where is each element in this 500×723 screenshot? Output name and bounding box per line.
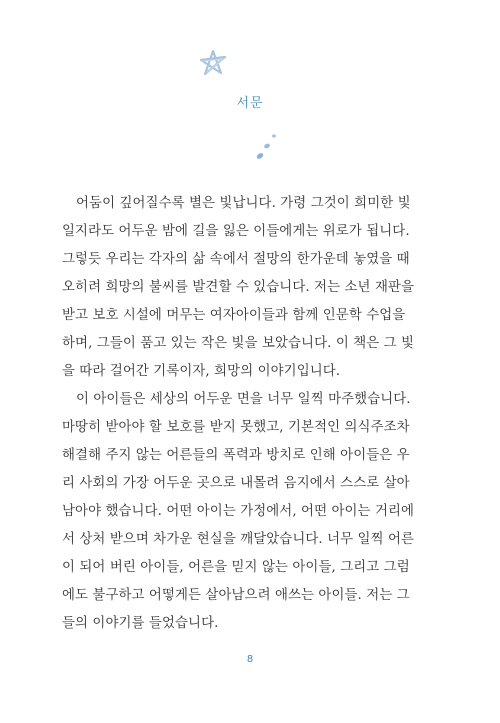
text-line: 일지라도 어두운 밤에 길을 잃은 이들에게는 위로가 됩니다. [62, 224, 410, 239]
preface-body [62, 190, 440, 638]
text-line: 에도 불구하고 어떻게든 살아남으려 애쓰는 아이들. 저는 그 [62, 588, 410, 603]
drops-icon [252, 128, 282, 168]
text-line: 들의 이야기를 들었습니다. [62, 616, 219, 631]
text-line: 리 사회의 가장 어두운 곳으로 내몰려 음지에서 스스로 살아 [62, 476, 410, 491]
text-line: 해결해 주지 않는 어른들의 폭력과 방치로 인해 아이들은 우 [62, 448, 410, 463]
page-number: 8 [246, 654, 254, 665]
text-line: 그렇듯 우리는 각자의 삶 속에서 절망의 한가운데 놓였을 때 [62, 252, 410, 267]
text-line: 남아야 했습니다. 어떤 아이는 가정에서, 어떤 아이는 거리에 [62, 504, 415, 519]
page-title: 서문 [236, 96, 264, 111]
text-line: 이 되어 버린 아이들, 어른을 믿지 않는 아이들, 그리고 그럼 [62, 560, 410, 575]
text-line: 하며, 그들이 품고 있는 작은 빛을 보았습니다. 이 책은 그 빛 [62, 336, 415, 351]
star-icon [196, 48, 230, 78]
text-line: 받고 보호 시설에 머무는 여자아이들과 함께 인문학 수업을 [62, 308, 406, 323]
text-line: 을 따라 걸어간 기록이자, 희망의 이야기입니다. [62, 364, 341, 379]
text-line: 오히려 희망의 불씨를 발견할 수 있습니다. 저는 소년 재판을 [62, 280, 415, 295]
text-line: 마땅히 받아야 할 보호를 받지 못했고, 기본적인 의식주조차 [62, 420, 410, 435]
text-line: 어둠이 깊어질수록 별은 빛납니다. 가령 그것이 희미한 빛 [76, 196, 411, 211]
text-line: 서 상처 받으며 차가운 현실을 깨달았습니다. 너무 일찍 어른 [62, 532, 415, 547]
text-line: 이 아이들은 세상의 어두운 면을 너무 일찍 마주했습니다. [76, 392, 411, 407]
